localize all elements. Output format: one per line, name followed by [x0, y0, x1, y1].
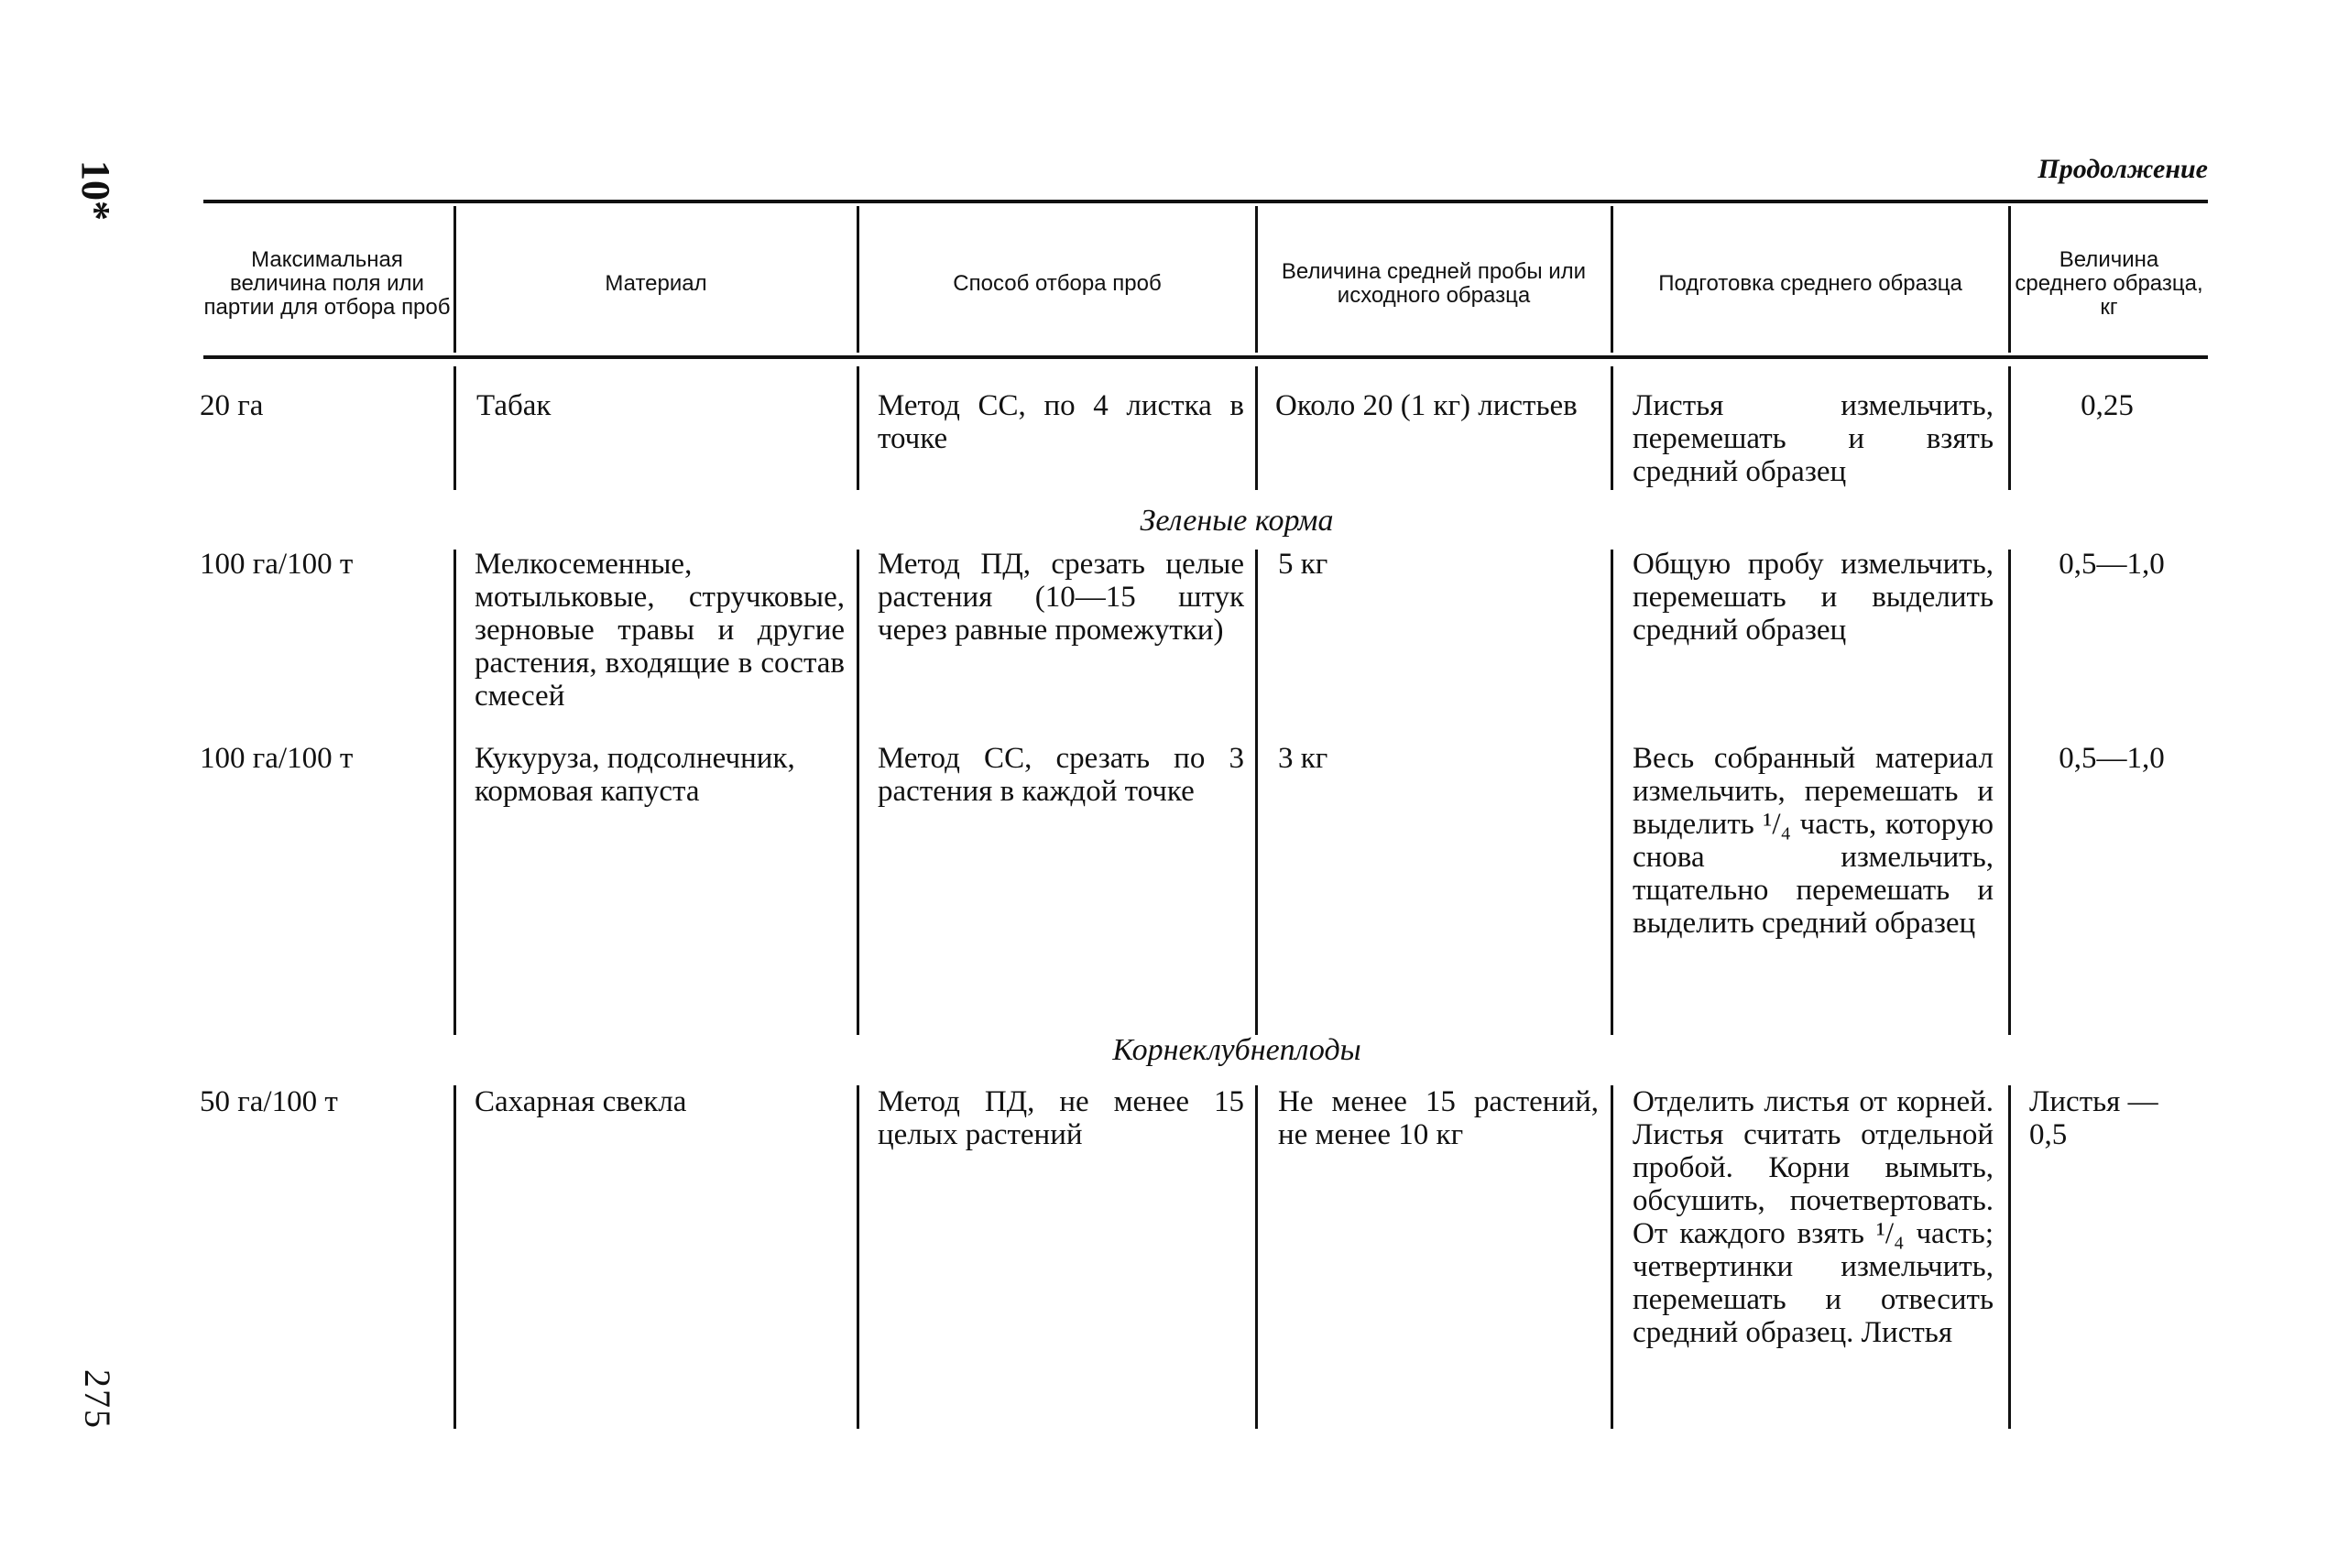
row4-field-size: 50 га/100 т	[200, 1085, 338, 1118]
header-material: Материал	[605, 271, 707, 296]
row1-material: Табак	[476, 389, 552, 422]
header-divider	[1611, 206, 1613, 353]
row1-field-size: 20 га	[200, 389, 264, 422]
column-divider	[1255, 550, 1258, 1035]
header-sampling-method: Способ отбора проб	[953, 271, 1162, 296]
column-divider	[2008, 550, 2011, 1035]
column-divider	[453, 1085, 456, 1429]
column-divider	[453, 550, 456, 1035]
row2-method: Метод ПД, срезать целые растения (10—15 штук через равные промежутки)	[878, 548, 1244, 647]
column-divider	[1611, 1085, 1613, 1429]
column-divider	[453, 366, 456, 490]
row1-sample-size: Около 20 (1 кг) листьев	[1275, 389, 1578, 422]
header-bottom-rule	[203, 355, 2208, 359]
row2-average-size: 0,5—1,0	[2059, 548, 2165, 581]
column-divider	[857, 1085, 859, 1429]
column-divider	[1255, 1085, 1258, 1429]
row3-preparation: Весь собранный материал измельчить, перемешать и выделить ¹/₄ часть, которую снова измельчить, тщательно перемешать и выделить средний образец	[1633, 742, 1994, 940]
section-root-crops: Корнеклубнеплоды	[1112, 1033, 1361, 1067]
header-field-size: Максимальная величина поля или партии для отбора проб	[203, 247, 451, 320]
column-divider	[1611, 366, 1613, 490]
header-divider	[1255, 206, 1258, 353]
column-divider	[857, 366, 859, 490]
row2-sample-size: 5 кг	[1278, 548, 1328, 581]
column-divider	[2008, 366, 2011, 490]
page-number: 275	[77, 1369, 118, 1430]
sheet-mark: 10*	[73, 160, 118, 221]
row1-average-size: 0,25	[2081, 389, 2134, 422]
row3-method: Метод СС, срезать по 3 растения в каждой точке	[878, 742, 1244, 808]
row2-preparation: Общую пробу измельчить, перемешать и выделить средний образец	[1633, 548, 1994, 647]
header-average-size: Величина среднего образца, кг	[2015, 247, 2203, 320]
row4-material: Сахарная свекла	[475, 1085, 687, 1118]
row3-material: Кукуруза, подсолнечник, кормовая капуста	[475, 742, 795, 808]
header-divider	[857, 206, 859, 353]
row1-preparation: Листья измельчить, перемешать и взять средний образец	[1633, 389, 1994, 488]
row3-field-size: 100 га/100 т	[200, 742, 354, 775]
continuation-label: Продолжение	[2037, 154, 2208, 184]
table-top-rule	[203, 200, 2208, 203]
row4-average-size: Листья —0,5	[2029, 1085, 2158, 1151]
section-green-fodder: Зеленые корма	[1140, 504, 1334, 538]
header-preparation: Подготовка среднего образца	[1658, 271, 1962, 296]
header-divider	[453, 206, 456, 353]
row1-method: Метод СС, по 4 листка в точке	[878, 389, 1244, 455]
row2-field-size: 100 га/100 т	[200, 548, 354, 581]
header-divider	[2008, 206, 2011, 353]
row4-method: Метод ПД, не менее 15 целых растений	[878, 1085, 1244, 1151]
column-divider	[1611, 550, 1613, 1035]
row3-average-size: 0,5—1,0	[2059, 742, 2165, 775]
row3-sample-size: 3 кг	[1278, 742, 1328, 775]
column-divider	[1255, 366, 1258, 490]
column-divider	[2008, 1085, 2011, 1429]
row4-preparation: Отделить листья от корней. Листья считать отдельной пробой. Корни вымыть, обсушить, почетвертовать. От каждого взять ¹/₄ часть; четвертинки измельчить, перемешать и отвесить средний образец. Листья	[1633, 1085, 1994, 1349]
column-divider	[857, 550, 859, 1035]
row4-sample-size: Не менее 15 растений, не менее 10 кг	[1278, 1085, 1599, 1151]
row2-material: Мелкосеменные, мотыльковые, стручковые, зерновые травы и другие растения, входящие в состав смесей	[475, 548, 845, 713]
header-sample-size: Величина средней пробы или исходного образца	[1281, 259, 1587, 308]
